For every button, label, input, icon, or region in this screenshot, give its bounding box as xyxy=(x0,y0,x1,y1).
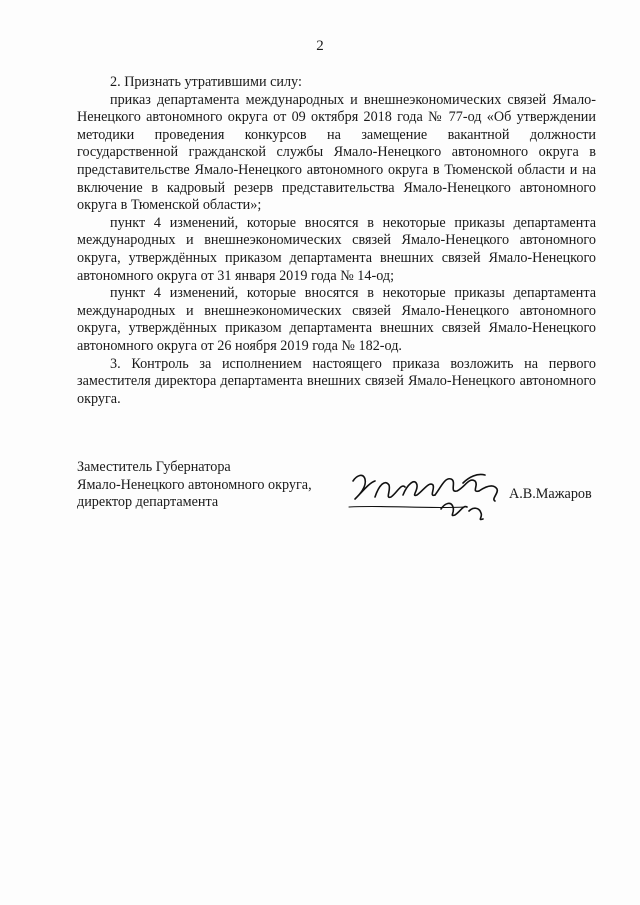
signature-block xyxy=(77,459,597,529)
handwritten-signature xyxy=(345,461,515,525)
document-body xyxy=(77,74,596,408)
paragraph-revoked-order-14: пункт 4 изменений, которые вносятся в некоторые приказы департамента международных и внешнеэкономических связей Ямало-Ненецкого автономного округа, утверждённых приказом департамента внешних связей Ямало-Ненецкого автономного округа от 31 января 2019 года № 14-од; xyxy=(77,214,596,284)
signatory-title-line: Заместитель Губернатора xyxy=(77,459,231,475)
paragraph-revoked-order-182: пункт 4 изменений, которые вносятся в некоторые приказы департамента международных и внешнеэкономических связей Ямало-Ненецкого автономного округа, утверждённых приказом департамента внешних связей Ямало-Ненецкого автономного округа от 26 ноября 2019 года № 182-од. xyxy=(77,285,596,354)
signatory-title-line: директор департамента xyxy=(77,494,219,511)
paragraph-revoked-order-77: приказ департамента международных и внешнеэкономических связей Ямало-Ненецкого автономного округа от 09 октября 2018 года № 77-од «Об утверждении методики проведения конкурсов на замещение вакантной должности государственной гражданской службы Ямало-Ненецкого автономного округа в представительстве Ямало-Ненецкого автономного округа в Тюменской области и на включение в кадровый резерв представительства Ямало-Ненецкого автономного округа в Тюменской области»; xyxy=(77,91,596,214)
signatory-name: А.В.Мажаров xyxy=(509,486,592,502)
signatory-title-line: Ямало-Ненецкого автономного округа, xyxy=(77,476,312,493)
paragraph-item-3-control: 3. Контроль за исполнением настоящего приказа возложить на первого заместителя директора департамента внешних связей Ямало-Ненецкого автономного округа. xyxy=(77,355,596,407)
paragraph-item-2-heading: 2. Признать утратившими силу: xyxy=(110,74,302,90)
signatory-title xyxy=(77,459,357,512)
page-number: 2 xyxy=(316,38,324,54)
